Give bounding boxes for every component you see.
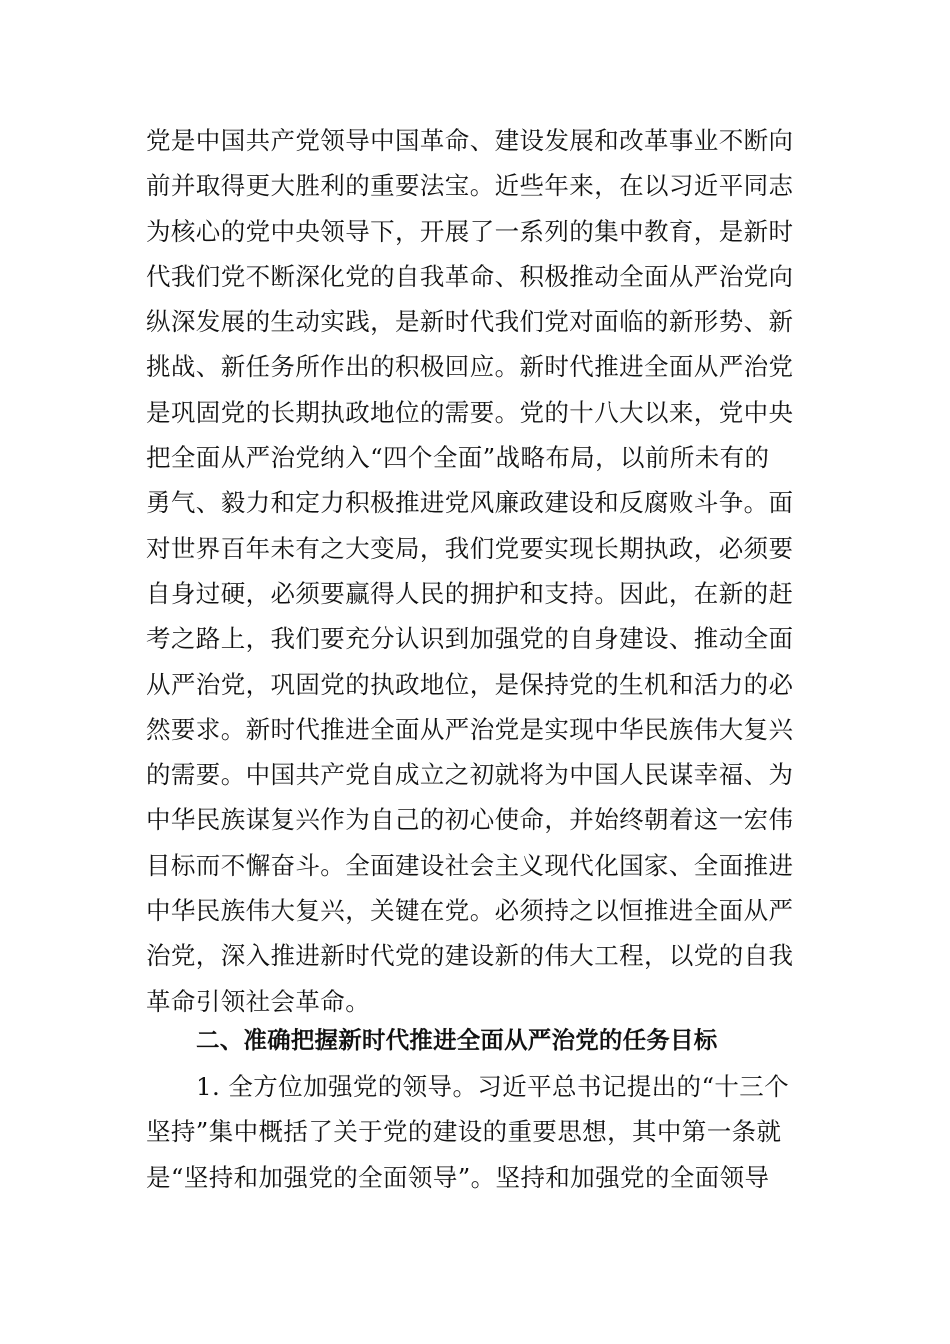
paragraph-line: 革命引领社会革命。 <box>146 986 371 1016</box>
paragraph-line: 然要求。新时代推进全面从严治党是实现中华民族伟大复兴 <box>146 714 794 744</box>
paragraph-line: 考之路上，我们要充分认识到加强党的自身建设、推动全面 <box>146 624 794 654</box>
paragraph-line: 自身过硬，必须要赢得人民的拥护和支持。因此，在新的赶 <box>146 578 794 608</box>
paragraph-line: 是“坚持和加强党的全面领导”。坚持和加强党的全面领导 <box>146 1162 770 1192</box>
paragraph-line: 目标而不懈奋斗。全面建设社会主义现代化国家、全面推进 <box>146 850 794 880</box>
paragraph-line: 代我们党不断深化党的自我革命、积极推动全面从严治党向 <box>146 261 794 291</box>
paragraph-line: 的需要。中国共产党自成立之初就将为中国人民谋幸福、为 <box>146 760 794 790</box>
paragraph-line: 坚持”集中概括了关于党的建设的重要思想，其中第一条就 <box>146 1117 782 1147</box>
paragraph-line: 挑战、新任务所作出的积极回应。新时代推进全面从严治党 <box>146 352 794 382</box>
paragraph-line: 纵深发展的生动实践，是新时代我们党对面临的新形势、新 <box>146 307 794 337</box>
paragraph-line: 1. 全方位加强党的领导。习近平总书记提出的“十三个 <box>196 1072 790 1101</box>
paragraph-line: 对世界百年未有之大变局，我们党要实现长期执政，必须要 <box>146 533 794 563</box>
paragraph-line: 前并取得更大胜利的重要法宝。近些年来，在以习近平同志 <box>146 171 794 201</box>
paragraph-line: 党是中国共产党领导中国革命、建设发展和改革事业不断向 <box>146 126 794 155</box>
paragraph-line: 治党，深入推进新时代党的建设新的伟大工程，以党的自我 <box>146 941 794 971</box>
paragraph-line: 中华民族谋复兴作为自己的初心使命，并始终朝着这一宏伟 <box>146 805 794 835</box>
paragraph-line: 勇气、毅力和定力积极推进党风廉政建设和反腐败斗争。面 <box>146 488 794 518</box>
section-heading: 二、准确把握新时代推进全面从严治党的任务目标 <box>196 1026 718 1054</box>
body-paragraph <box>146 118 810 1024</box>
paragraph-line: 把全面从严治党纳入“四个全面”战略布局，以前所未有的 <box>146 443 770 473</box>
paragraph-line: 是巩固党的长期执政地位的需要。党的十八大以来，党中央 <box>146 397 794 427</box>
paragraph-line: 中华民族伟大复兴，关键在党。必须持之以恒推进全面从严 <box>146 896 794 926</box>
paragraph-line: 从严治党，巩固党的执政地位，是保持党的生机和活力的必 <box>146 669 794 699</box>
paragraph-line: 为核心的党中央领导下，开展了一系列的集中教育，是新时 <box>146 216 794 246</box>
section-paragraph <box>146 1064 810 1200</box>
